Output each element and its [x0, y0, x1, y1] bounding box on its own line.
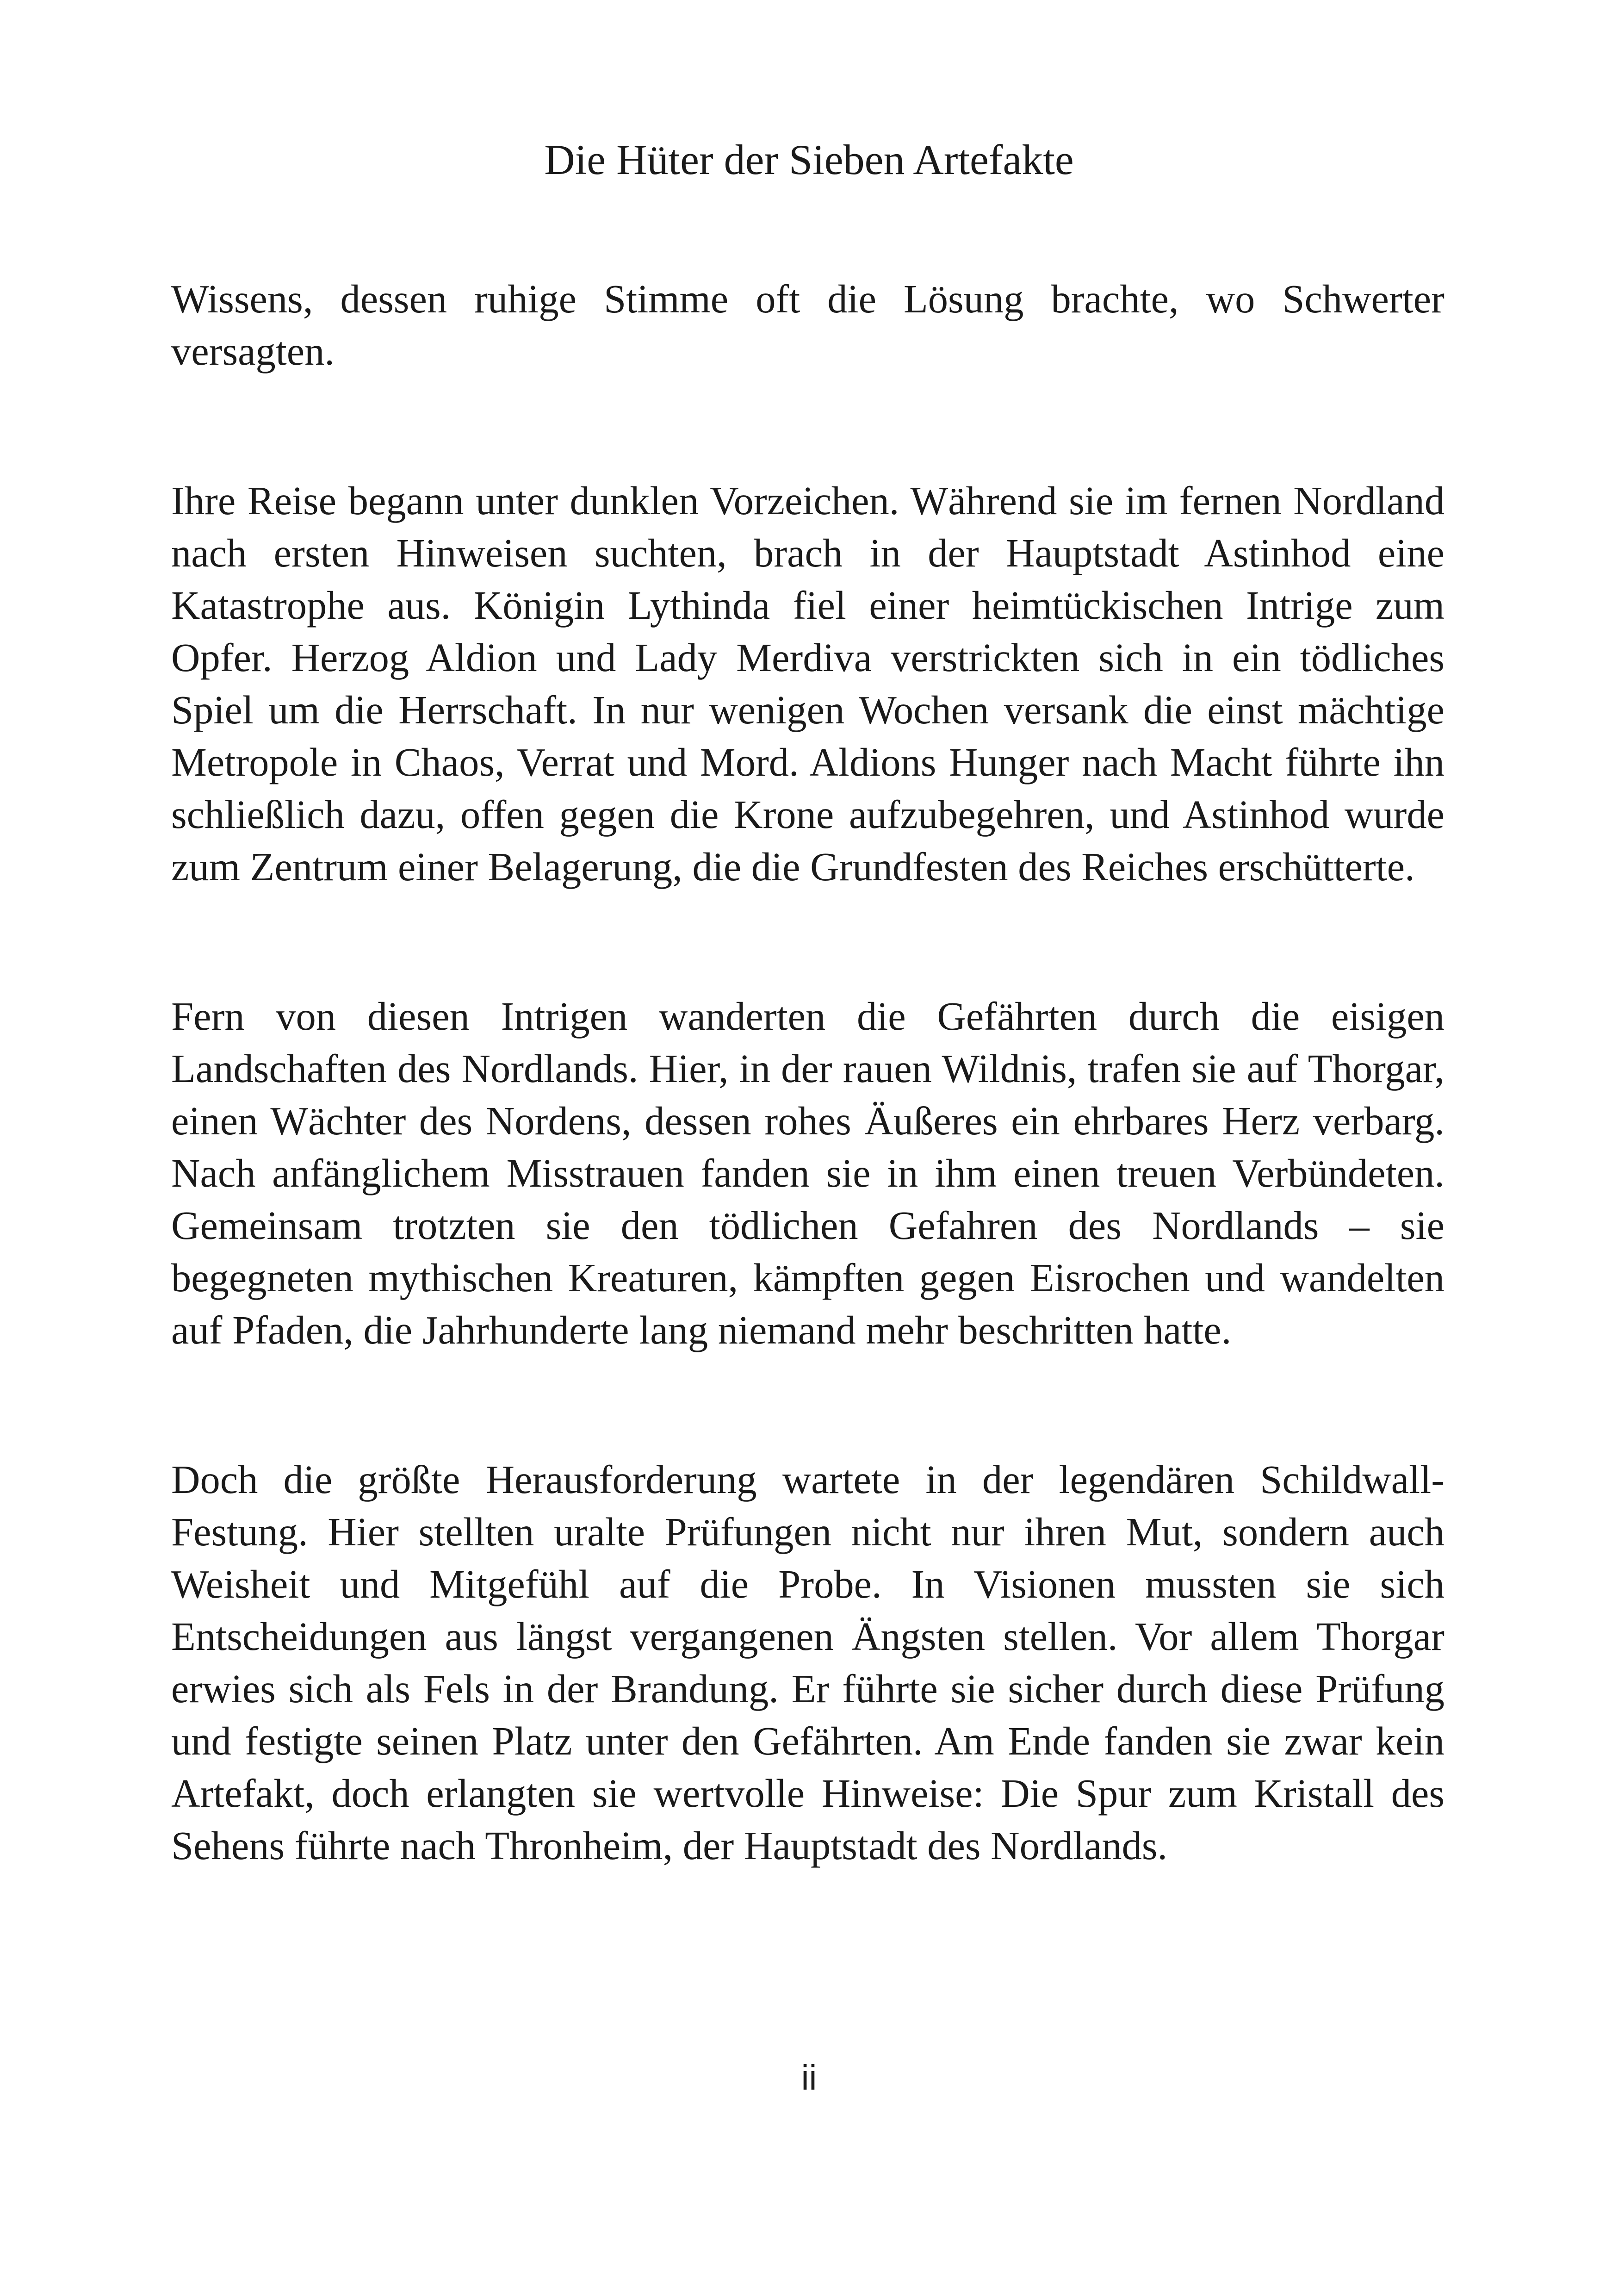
paragraph-3: Fern von diesen Intrigen wanderten die Gefährten durch die eisigen Landschaften des Nordlands. Hier, in der rauen Wildnis, trafen sie auf Thorgar, einen Wächter des Nordens, dessen rohes Äußeres ein ehrbares Herz verbarg. Nach anfänglichem Misstrauen fanden sie in ihm einen treuen Verbündeten. Gemeinsam trotzten sie den tödlichen Gefahren des Nordlands – sie begegneten mythischen Kreaturen, kämpften gegen Eisrochen und wandelten auf Pfaden, die Jahrhunderte lang niemand mehr beschritten hatte. [171, 994, 1444, 1352]
paragraph-4: Doch die größte Herausforderung wartete in der legendären Schildwall-Festung. Hier stellten uralte Prüfungen nicht nur ihren Mut, sondern auch Weisheit und Mitgefühl auf die Probe. In Visionen mussten sie sich Entscheidungen aus längst vergangenen Ängsten stellen. Vor allem Thorgar erwies sich als Fels in der Brandung. Er führte sie sicher durch diese Prüfung und festigte seinen Platz unter den Gefährten. Am Ende fanden sie zwar kein Artefakt, doch erlangten sie wertvolle Hinweise: Die Spur zum Kristall des Sehens führte nach Thronheim, der Hauptstadt des Nordlands. [171, 1457, 1444, 1868]
page-number: ii [801, 2058, 817, 2097]
paragraph-2: Ihre Reise begann unter dunklen Vorzeichen. Während sie im fernen Nordland nach ersten Hinweisen suchten, brach in der Hauptstadt Astinhod eine Katastrophe aus. Königin Lythinda fiel einer heimtückischen Intrige zum Opfer. Herzog Aldion und Lady Merdiva verstrickten sich in ein tödliches Spiel um die Herrschaft. In nur wenigen Wochen versank die einst mächtige Metropole in Chaos, Verrat und Mord. Aldions Hunger nach Macht führte ihn schließlich dazu, offen gegen die Krone aufzubegehren, und Astinhod wurde zum Zentrum einer Belagerung, die die Grundfesten des Reiches erschütterte. [171, 479, 1444, 889]
paragraph-1: Wissens, dessen ruhige Stimme oft die Lösung brachte, wo Schwerter versagten. [171, 277, 1444, 373]
body-text [171, 273, 1444, 1872]
running-title: Die Hüter der Sieben Artefakte [544, 136, 1074, 183]
